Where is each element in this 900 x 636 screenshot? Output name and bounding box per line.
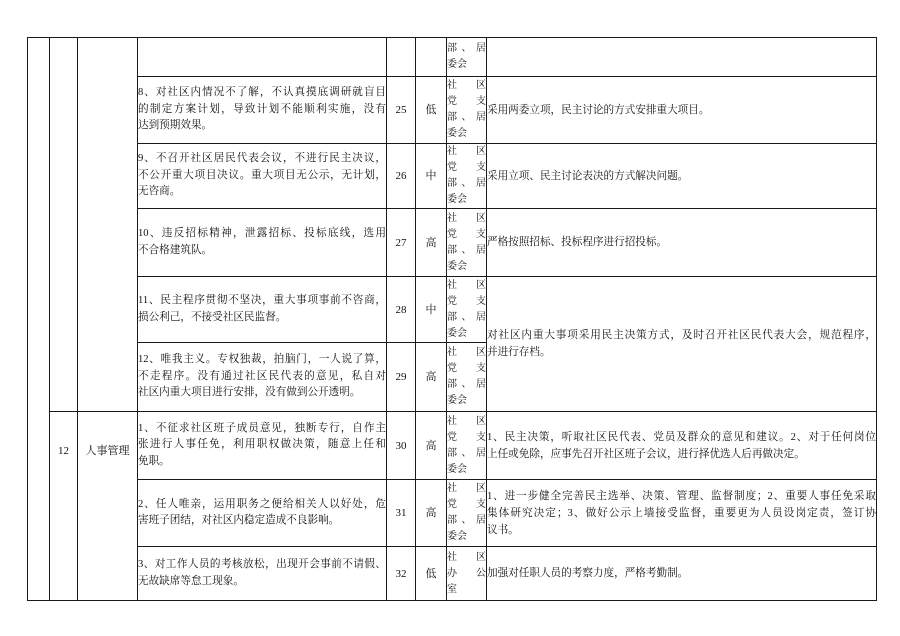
level-cell: 中 <box>416 277 447 343</box>
measure-line: 1、进一步健全完善民主选举、决策、管理、监督制度；2、重要人事任免采取 <box>487 490 876 502</box>
section-category-cell <box>78 38 138 412</box>
measure-line: 集体研究决定；3、做好公示上墙接受监督，重要更为人员设岗定责，签订协 <box>487 507 876 519</box>
table-row <box>28 277 877 343</box>
department-cell <box>447 343 487 412</box>
table-row <box>28 144 877 209</box>
department-line: 委会 <box>447 327 467 339</box>
measure-line: 采用两委立项，民主讨论的方式安排重大项目。 <box>487 104 710 116</box>
risk-cell <box>138 480 387 547</box>
department-cell <box>447 38 487 77</box>
department-line: 委会 <box>447 463 467 475</box>
table-row <box>28 38 877 77</box>
risk-line: 的制定方案计划，导致计划不能顺利实施，没有 <box>138 103 386 115</box>
department-cell <box>447 209 487 277</box>
number-cell: 30 <box>387 412 416 480</box>
number-cell: 26 <box>387 144 416 209</box>
table-row <box>28 547 877 601</box>
department-line: 部、居 <box>447 178 486 189</box>
department-line: 党支 <box>447 431 486 443</box>
measure-line: 采用立项、民主讨论表决的方式解决问题。 <box>487 170 689 182</box>
number-cell: 25 <box>387 77 416 144</box>
department-cell <box>447 77 487 144</box>
department-line: 党支 <box>447 363 486 374</box>
section-index-cell <box>50 38 78 412</box>
department-cell <box>447 144 487 209</box>
department-line: 社区 <box>447 80 486 91</box>
risk-line: 张进行人事任免，利用职权做决策，随意上任和 <box>138 439 386 451</box>
department-line: 党支 <box>447 499 486 510</box>
risk-table <box>27 37 877 601</box>
department-line: 委会 <box>447 128 467 139</box>
table-row <box>28 77 877 144</box>
risk-line: 9、不召开社区居民代表会议，不进行民主决议， <box>138 153 386 165</box>
risk-line: 不公开重大项目决议。重大项目无公示，无计划， <box>138 169 386 181</box>
department-line: 部、居 <box>447 515 486 526</box>
measure-line: 上任或免除，应事先召开社区班子会议，进行择优选人后再做决定。 <box>487 448 805 460</box>
risk-cell <box>138 144 387 209</box>
risk-line: 害班子团结，对社区内稳定造成不良影响。 <box>138 515 340 526</box>
department-line: 社区 <box>447 551 486 563</box>
department-line: 社区 <box>447 415 486 427</box>
level-cell: 低 <box>416 547 447 601</box>
measure-cell <box>487 412 877 480</box>
measure-line: 加强对任职人员的考察力度，严格考勤制。 <box>487 568 689 579</box>
department-line: 部、居 <box>447 244 486 256</box>
department-line: 社区 <box>447 483 486 494</box>
department-line: 部、居 <box>447 379 486 390</box>
risk-line: 2、任人唯亲，运用职务之便给相关人以好处，危 <box>138 498 386 510</box>
department-line: 社区 <box>447 146 486 157</box>
risk-line: 1、不征求社区班子成员意见，独断专行，自作主 <box>138 422 386 434</box>
risk-cell <box>138 77 387 144</box>
level-cell <box>416 38 447 77</box>
measure-cell <box>487 480 877 547</box>
risk-cell <box>138 343 387 412</box>
level-cell: 高 <box>416 412 447 480</box>
department-line: 部、居 <box>447 311 486 323</box>
table-row <box>28 209 877 277</box>
measure-line: 1、民主决策，听取社区民代表、党员及群众的意见和建议。2、对于任何岗位 <box>487 431 876 443</box>
department-cell <box>447 547 487 601</box>
risk-line: 3、对工作人员的考核放松，出现开会事前不请假、 <box>138 559 386 570</box>
table-row <box>28 480 877 547</box>
department-cell <box>447 480 487 547</box>
risk-line: 损公利己，不接受社区民监督。 <box>138 311 287 323</box>
measure-cell <box>487 144 877 209</box>
measure-cell <box>487 277 877 412</box>
department-line: 办公 <box>447 567 486 579</box>
risk-cell <box>138 277 387 343</box>
department-line: 党支 <box>447 162 486 173</box>
number-cell: 32 <box>387 547 416 601</box>
number-cell <box>387 38 416 77</box>
risk-line: 无故缺席等怠工现象。 <box>138 575 244 587</box>
department-cell <box>447 412 487 480</box>
risk-line: 12、唯我主义。专权独裁，拍脑门，一人说了算， <box>138 354 386 366</box>
measure-cell <box>487 38 877 77</box>
department-line: 社区 <box>447 347 486 358</box>
risk-line: 8、对社区内情况不了解，不认真摸底调研就盲目 <box>138 87 386 99</box>
department-line: 党支 <box>447 228 486 240</box>
risk-line: 不合格建筑队。 <box>138 244 213 256</box>
risk-line: 免职。 <box>138 455 170 467</box>
table-row <box>28 412 877 480</box>
department-line: 委会 <box>447 59 467 70</box>
measure-cell <box>487 77 877 144</box>
risk-cell <box>138 412 387 480</box>
measure-line: 并进行存档。 <box>487 347 551 358</box>
risk-line: 10、违反招标精神，泄露招标、投标底线，选用 <box>138 228 386 239</box>
section-index-cell: 12 <box>50 412 78 601</box>
department-line: 部、居 <box>447 43 486 54</box>
department-line: 社区 <box>447 279 486 291</box>
level-cell: 高 <box>416 343 447 412</box>
level-cell: 中 <box>416 144 447 209</box>
outer-column-cell <box>28 38 50 601</box>
measure-line: 严格按照招标、投标程序进行招投标。 <box>487 237 668 248</box>
risk-cell <box>138 547 387 601</box>
department-line: 部、居 <box>447 112 486 123</box>
section-category-cell: 人事管理 <box>78 412 138 601</box>
department-cell <box>447 277 487 343</box>
number-cell: 31 <box>387 480 416 547</box>
risk-line: 11、民主程序贯彻不坚决，重大事项事前不咨商， <box>138 295 386 306</box>
department-line: 党支 <box>447 96 486 107</box>
risk-cell <box>138 209 387 277</box>
risk-line: 不走程序。没有通过社区民代表的意见，私自对 <box>138 370 386 382</box>
risk-line: 无咨商。 <box>138 186 181 198</box>
department-line: 委会 <box>447 395 467 406</box>
number-cell: 29 <box>387 343 416 412</box>
department-line: 社区 <box>447 212 486 224</box>
level-cell: 高 <box>416 480 447 547</box>
department-line: 委会 <box>447 194 467 205</box>
risk-line: 达到预期效果。 <box>138 120 213 132</box>
measure-line: 议书。 <box>487 524 519 536</box>
level-cell: 高 <box>416 209 447 277</box>
department-line: 室 <box>447 583 457 595</box>
level-cell: 低 <box>416 77 447 144</box>
risk-cell <box>138 38 387 77</box>
department-line: 部、居 <box>447 447 486 459</box>
department-line: 委会 <box>447 531 467 542</box>
measure-cell <box>487 209 877 277</box>
measure-line: 对社区内重大事项采用民主决策方式，及时召开社区民代表大会，规范程序， <box>487 330 876 341</box>
number-cell: 27 <box>387 209 416 277</box>
number-cell: 28 <box>387 277 416 343</box>
department-line: 党支 <box>447 295 486 307</box>
measure-cell <box>487 547 877 601</box>
department-line: 委会 <box>447 260 467 272</box>
risk-line: 社区内重大项目进行安排，没有做到公开透明。 <box>138 387 361 399</box>
